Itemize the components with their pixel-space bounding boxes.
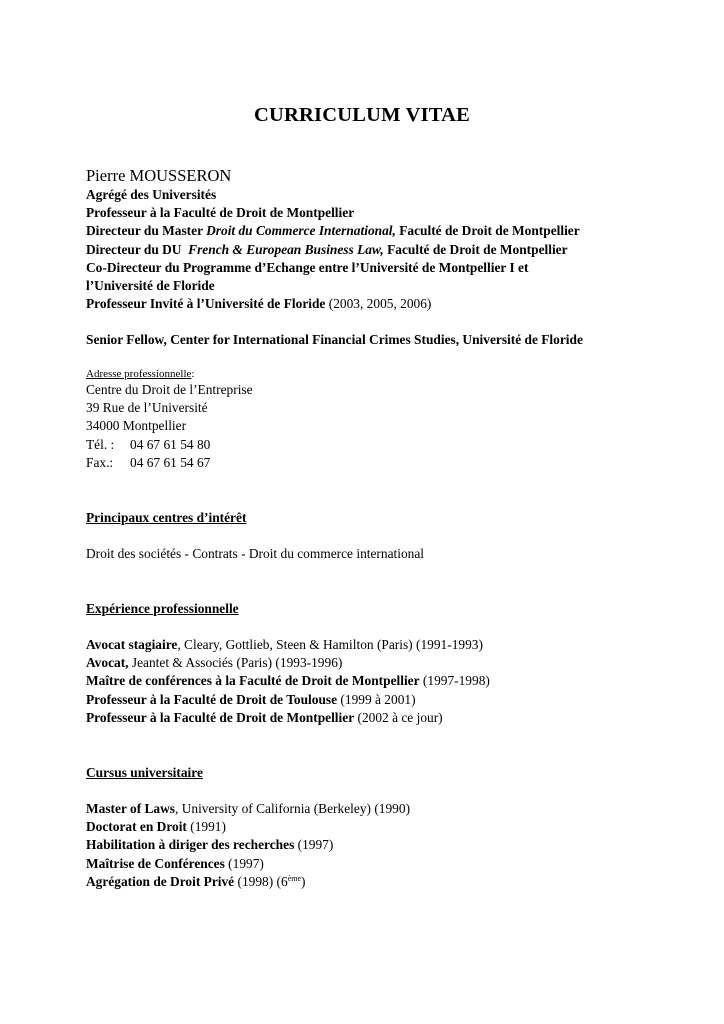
identity-text: Faculté de Droit de Montpellier: [395, 223, 580, 239]
identity-line: [86, 295, 686, 313]
identity-text: Professeur Invité à l’Université de Floride: [86, 296, 326, 312]
experience-role: Avocat stagiaire: [86, 637, 178, 652]
experience-detail: (2002 à ce jour): [354, 709, 443, 725]
education-degree: Habilitation à diriger des recherches: [86, 837, 295, 853]
education-item: [86, 836, 686, 854]
education-heading: Cursus universitaire: [86, 765, 203, 780]
education-detail: (1997): [294, 837, 334, 853]
education-detail: (1997): [224, 855, 264, 871]
education-detail: (1998) (6: [234, 873, 288, 889]
identity-line: [86, 241, 686, 259]
education-degree: Master of Laws: [86, 801, 176, 816]
experience-item: [86, 672, 686, 690]
address-line: 39 Rue de l’Université: [86, 400, 208, 416]
phone-number: 04 67 61 54 80: [130, 436, 211, 452]
person-name: Pierre MOUSSERON: [86, 166, 232, 185]
identity-text: (2003, 2005, 2006): [325, 296, 432, 312]
address-label-colon: :: [191, 368, 195, 380]
experience-role: Professeur à la Faculté de Droit de Toulouse: [86, 691, 338, 707]
experience-item: [86, 691, 686, 709]
address-line: 34000 Montpellier: [86, 418, 187, 434]
experience-item: [86, 654, 686, 672]
education-item: [86, 873, 686, 891]
education-list: [86, 800, 686, 891]
experience-list: [86, 636, 686, 727]
fellow-line: Senior Fellow, Center for International Financial Crimes Studies, Université de Floride: [86, 332, 583, 347]
identity-text: Directeur du Master: [86, 223, 207, 239]
experience-detail: (1997-1998): [419, 673, 490, 689]
phone-line: [86, 436, 686, 454]
phone-label: Tél. :: [86, 436, 115, 452]
interests-heading: Principaux centres d’intérêt: [86, 510, 247, 525]
education-degree: Maîtrise de Conférences: [86, 855, 225, 871]
identity-text: Directeur du DU: [86, 241, 189, 257]
identity-line: Agrégé des Universités: [86, 187, 217, 202]
experience-item: [86, 709, 686, 727]
identity-line: l’Université de Floride: [86, 278, 215, 294]
education-item: [86, 855, 686, 873]
ordinal-superscript: ème: [287, 873, 302, 883]
experience-role: Professeur à la Faculté de Droit de Montpellier: [86, 709, 355, 725]
fax-line: [86, 454, 686, 472]
experience-heading: Expérience professionnelle: [86, 601, 239, 616]
identity-line: Professeur à la Faculté de Droit de Montpellier: [86, 205, 355, 221]
document-title: CURRICULUM VITAE: [254, 104, 470, 126]
experience-role: Avocat,: [86, 655, 129, 671]
education-detail: (1991): [186, 819, 226, 835]
education-degree: Doctorat en Droit: [86, 819, 187, 835]
education-detail: , University of California (Berkeley) (1990): [175, 801, 411, 816]
identity-text-italic: Droit du Commerce International,: [206, 223, 396, 239]
education-item: [86, 800, 686, 818]
identity-block: [86, 166, 686, 313]
education-degree: Agrégation de Droit Privé: [86, 873, 235, 889]
experience-detail: , Cleary, Gottlieb, Steen & Hamilton (Paris) (1991-1993): [177, 637, 483, 652]
education-item: [86, 818, 686, 836]
identity-line: Co-Directeur du Programme d’Echange entre l’Université de Montpellier I et: [86, 259, 529, 275]
identity-text-italic: French & European Business Law,: [188, 241, 384, 257]
fax-label: Fax.:: [86, 454, 114, 470]
experience-detail: (1999 à 2001): [337, 691, 416, 707]
address-line: Centre du Droit de l’Entreprise: [86, 382, 253, 397]
address-block: [86, 367, 686, 472]
experience-detail: Jeantet & Associés (Paris) (1993-1996): [128, 655, 343, 671]
address-label-line: [86, 367, 686, 381]
address-label: Adresse professionnelle: [86, 368, 192, 380]
fax-number: 04 67 61 54 67: [130, 454, 211, 470]
identity-line: [86, 222, 686, 240]
experience-role: Maître de conférences à la Faculté de Droit de Montpellier: [86, 673, 420, 689]
identity-text: Faculté de Droit de Montpellier: [383, 241, 568, 257]
education-detail-end: ): [301, 873, 306, 889]
interests-text: Droit des sociétés - Contrats - Droit du commerce international: [86, 546, 425, 561]
experience-item: [86, 636, 686, 654]
